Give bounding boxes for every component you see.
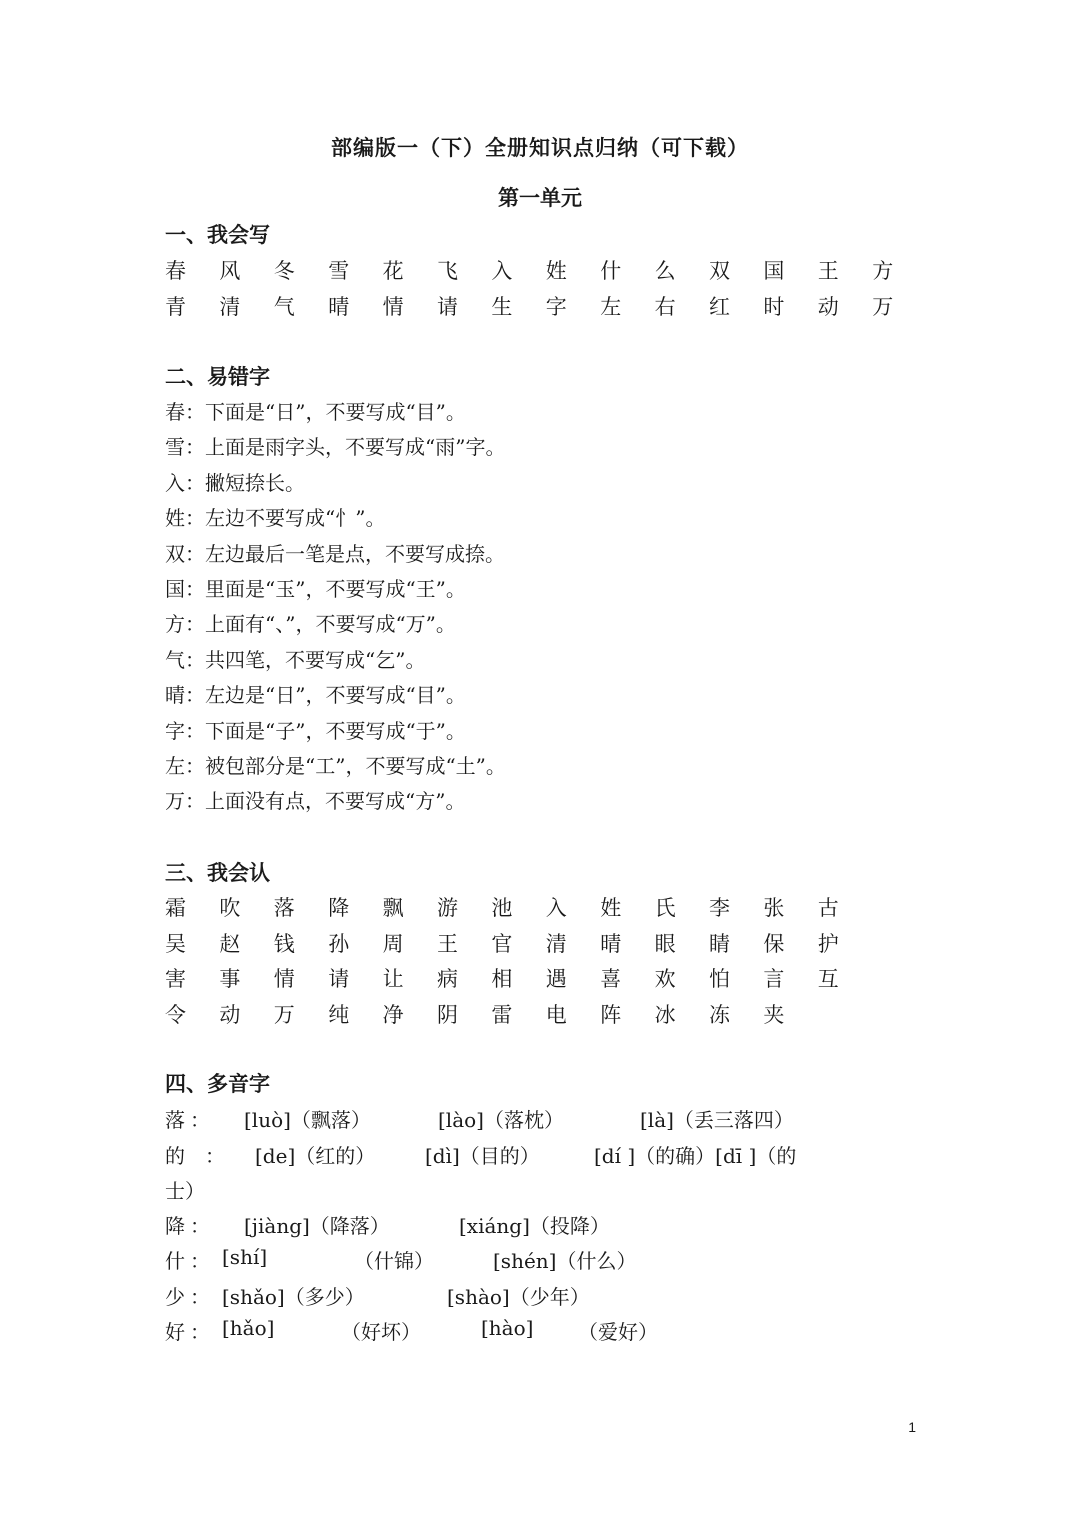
- polyphone-separator: ：: [190, 1249, 210, 1273]
- error-line: 左：被包部分是“工”，不要写成“土”。: [165, 754, 506, 778]
- polyphone-reading: [de]（红的）: [255, 1144, 376, 1168]
- write-char: 左: [600, 294, 622, 319]
- polyphone-separator: ：: [205, 1144, 225, 1168]
- recognize-char: 害: [165, 967, 186, 991]
- polyphone-char: 少: [165, 1285, 185, 1309]
- unit-title: 第一单元: [498, 185, 582, 210]
- polyphone-reading: [hào]: [481, 1316, 534, 1340]
- recognize-char: 氏: [654, 896, 676, 920]
- recognize-char: 姓: [600, 896, 622, 920]
- write-char: 晴: [328, 294, 350, 319]
- write-char: 青: [165, 294, 186, 319]
- error-line: 姓：左边不要写成“忄”。: [165, 506, 386, 531]
- recognize-char: 言: [763, 967, 785, 991]
- polyphone-reading: （什锦）: [354, 1249, 434, 1273]
- recognize-char: 眼: [654, 931, 676, 956]
- polyphone-reading: [dí ]（的确）[dī ]（的: [594, 1144, 797, 1168]
- recognize-char: 事: [219, 967, 241, 991]
- error-line: 雪：上面是雨字头，不要写成“雨”字。: [165, 435, 506, 460]
- recognize-char: 李: [709, 896, 730, 920]
- write-char: 风: [219, 259, 241, 283]
- polyphone-reading: [hǎo]: [222, 1316, 275, 1340]
- recognize-char: 动: [219, 1002, 241, 1027]
- section-heading-recognize: 三、我会认: [165, 860, 270, 885]
- recognize-char: 飘: [382, 896, 404, 920]
- recognize-char: 万: [273, 1002, 295, 1027]
- polyphone-reading: [shén]（什么）: [493, 1249, 637, 1273]
- recognize-char: 钱: [273, 931, 295, 956]
- recognize-char: 古: [817, 896, 839, 920]
- polyphone-reading: （爱好）: [578, 1320, 658, 1344]
- polyphone-char: 降: [165, 1214, 185, 1238]
- recognize-char: 请: [328, 967, 350, 991]
- write-char: 入: [491, 259, 513, 283]
- write-char: 么: [654, 259, 676, 283]
- recognize-char: 纯: [328, 1002, 350, 1027]
- write-char: 什: [600, 259, 622, 283]
- write-char: 清: [219, 294, 241, 319]
- recognize-char: 让: [382, 967, 404, 991]
- recognize-char: 病: [437, 967, 458, 991]
- recognize-char: 冰: [654, 1002, 676, 1027]
- write-char: 国: [763, 259, 785, 283]
- write-char: 冬: [273, 259, 295, 283]
- page-number: 1: [908, 1419, 916, 1435]
- section-heading-errors: 二、易错字: [165, 364, 270, 389]
- recognize-char: 保: [763, 931, 785, 956]
- error-line: 晴：左边是“日”，不要写成“目”。: [165, 683, 466, 708]
- recognize-char: 阵: [600, 1002, 622, 1027]
- polyphone-reading: [shào]（少年）: [447, 1285, 590, 1309]
- polyphone-reading: [shǎo]（多少）: [222, 1285, 365, 1309]
- write-char: 春: [165, 259, 186, 283]
- write-char: 右: [654, 294, 676, 319]
- recognize-char: 落: [273, 896, 295, 920]
- recognize-char: 怕: [709, 967, 730, 991]
- polyphone-reading: [xiáng]（投降）: [459, 1214, 610, 1238]
- section-heading-polyphones: 四、多音字: [165, 1071, 270, 1096]
- recognize-char: 孙: [328, 931, 350, 956]
- write-char: 姓: [545, 259, 567, 283]
- write-char: 动: [817, 294, 839, 319]
- recognize-char: 情: [273, 967, 295, 991]
- recognize-char: 吹: [219, 896, 241, 920]
- write-char: 生: [491, 294, 513, 319]
- polyphone-separator: ：: [190, 1108, 210, 1132]
- error-line: 字：下面是“子”，不要写成“于”。: [165, 718, 466, 743]
- polyphone-reading: [shí]: [222, 1245, 268, 1269]
- recognize-char: 游: [437, 896, 458, 920]
- error-line: 万：上面没有点，不要写成“方”。: [165, 789, 466, 814]
- write-char: 请: [437, 294, 458, 319]
- write-char: 万: [872, 294, 894, 319]
- recognize-char: 降: [328, 896, 350, 920]
- recognize-char: 相: [491, 967, 513, 991]
- error-line: 气：共四笔，不要写成“乞”。: [165, 647, 426, 672]
- error-line: 国：里面是“玉”，不要写成“王”。: [165, 577, 466, 601]
- recognize-char: 官: [491, 931, 513, 956]
- write-char: 红: [709, 294, 730, 319]
- write-char: 字: [545, 294, 567, 319]
- polyphone-reading: [là]（丢三落四）: [640, 1108, 794, 1132]
- write-char: 花: [382, 259, 404, 283]
- polyphone-separator: ：: [190, 1320, 210, 1344]
- section-heading-write: 一、我会写: [165, 222, 270, 247]
- recognize-char: 遇: [545, 967, 567, 991]
- recognize-char: 王: [437, 931, 458, 956]
- recognize-char: 清: [545, 931, 567, 956]
- polyphone-char: 的: [165, 1144, 185, 1168]
- recognize-char: 池: [491, 896, 513, 920]
- polyphone-char: 好: [165, 1320, 185, 1344]
- polyphone-char: 落: [165, 1108, 185, 1132]
- recognize-char: 令: [165, 1002, 186, 1027]
- polyphone-reading: [lào]（落枕）: [438, 1108, 564, 1132]
- recognize-char: 张: [763, 896, 785, 920]
- recognize-char: 周: [382, 931, 404, 956]
- polyphone-reading: [luò]（飘落）: [244, 1108, 371, 1132]
- recognize-char: 喜: [600, 967, 622, 991]
- recognize-char: 晴: [600, 931, 622, 956]
- recognize-char: 欢: [654, 967, 676, 991]
- write-char: 方: [872, 259, 894, 283]
- error-line: 春：下面是“日”，不要写成“目”。: [165, 400, 466, 424]
- polyphone-reading: [jiàng]（降落）: [244, 1214, 390, 1238]
- recognize-char: 吴: [165, 931, 186, 956]
- error-line: 入：撇短捺长。: [165, 470, 305, 495]
- recognize-char: 睛: [709, 931, 730, 956]
- write-char: 情: [382, 294, 404, 319]
- error-line: 方：上面有“、”，不要写成“万”。: [165, 612, 456, 637]
- recognize-char: 赵: [219, 931, 241, 956]
- recognize-char: 霜: [165, 896, 186, 920]
- recognize-char: 雷: [491, 1002, 513, 1027]
- polyphone-reading: （好坏）: [341, 1320, 421, 1344]
- error-line: 双：左边最后一笔是点，不要写成捺。: [165, 541, 505, 566]
- recognize-char: 护: [817, 931, 839, 956]
- recognize-char: 互: [817, 967, 839, 991]
- recognize-char: 夹: [763, 1002, 785, 1027]
- write-char: 雪: [328, 259, 350, 283]
- polyphone-continuation: 士）: [165, 1179, 205, 1203]
- polyphone-separator: ：: [190, 1285, 210, 1309]
- write-char: 时: [763, 294, 785, 319]
- recognize-char: 冻: [709, 1002, 730, 1027]
- recognize-char: 电: [545, 1002, 567, 1027]
- recognize-char: 入: [545, 896, 567, 920]
- polyphone-separator: ：: [190, 1214, 210, 1238]
- recognize-char: 净: [382, 1002, 404, 1027]
- write-char: 王: [817, 259, 839, 283]
- recognize-char: 阴: [437, 1002, 458, 1027]
- polyphone-char: 什: [165, 1249, 185, 1273]
- write-char: 双: [709, 259, 730, 283]
- write-char: 气: [273, 294, 295, 319]
- write-char: 飞: [437, 259, 458, 283]
- page-title: 部编版一（下）全册知识点归纳（可下载）: [331, 135, 749, 160]
- polyphone-reading: [dì]（目的）: [425, 1144, 540, 1168]
